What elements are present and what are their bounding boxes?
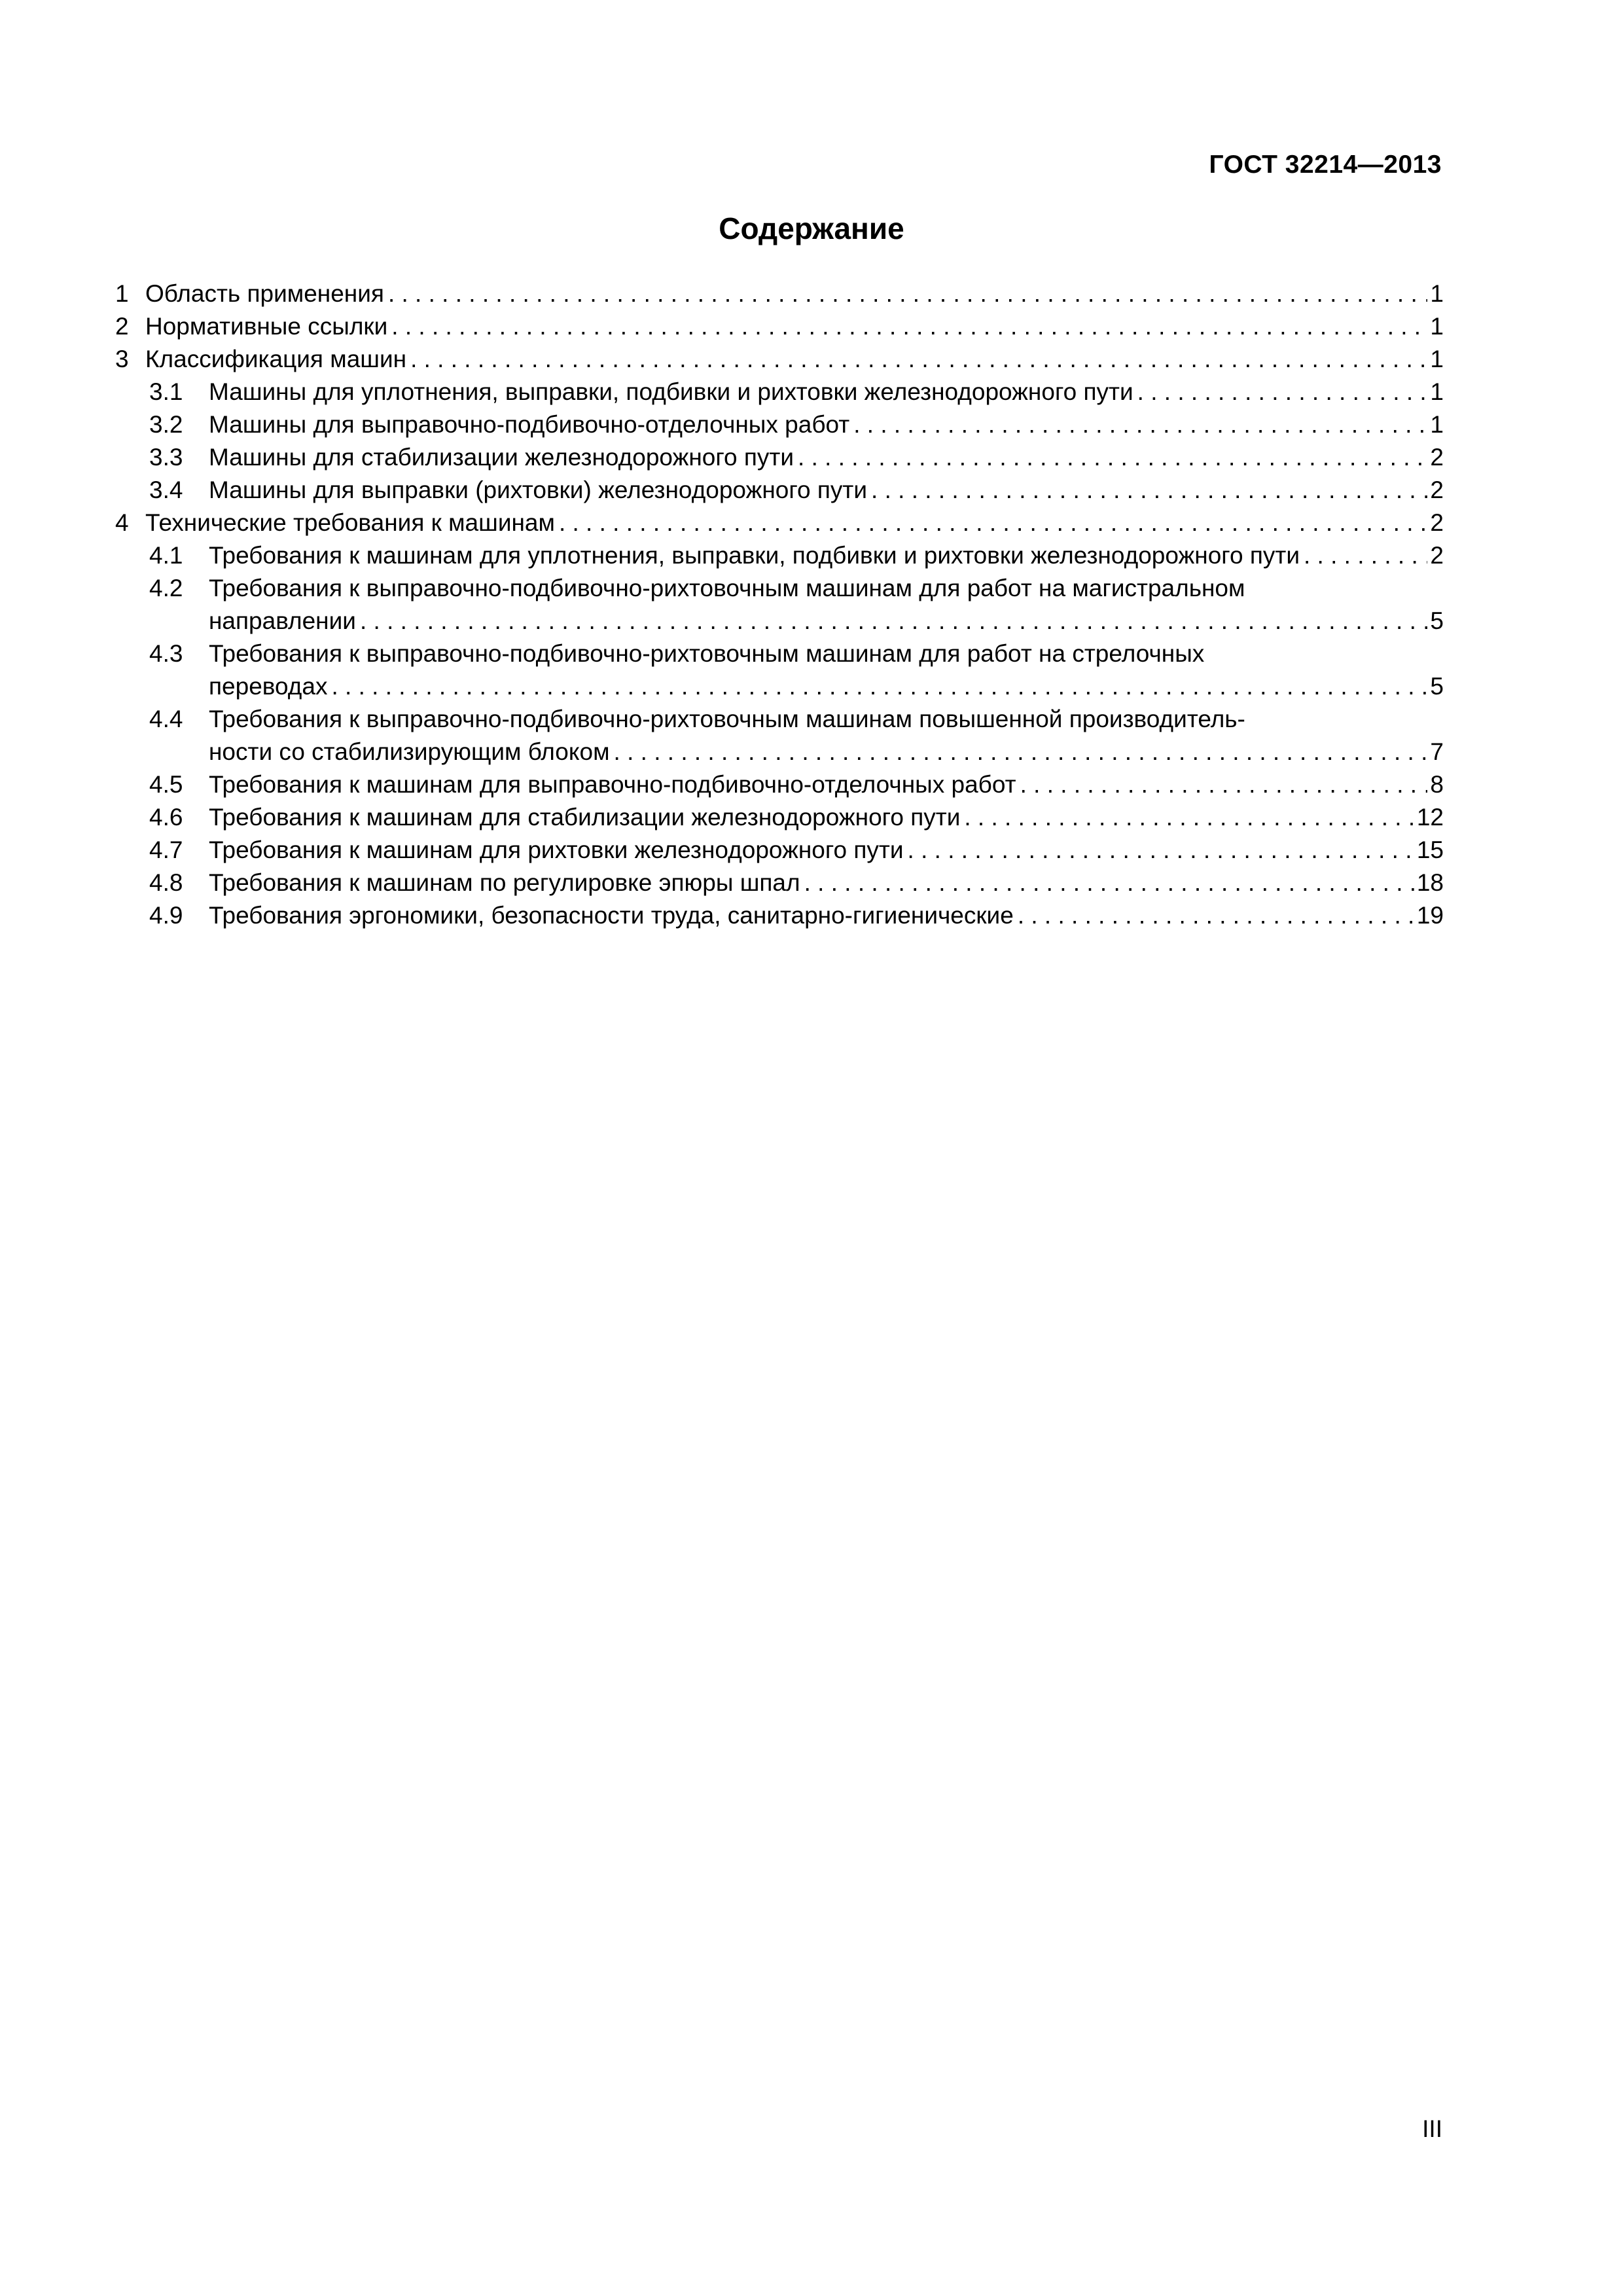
dot-leader bbox=[388, 278, 1427, 310]
toc-entry-number: 3 bbox=[115, 346, 129, 372]
toc-entry-page: 1 bbox=[1430, 280, 1444, 307]
toc-entry-text: переводах bbox=[209, 673, 328, 700]
toc-entry-page: 2 bbox=[1430, 444, 1444, 471]
dot-leader bbox=[853, 408, 1427, 441]
toc-entry-page: 5 bbox=[1430, 673, 1444, 700]
toc-entry-number: 4.7 bbox=[149, 836, 183, 863]
toc-entry[interactable] bbox=[115, 507, 1444, 539]
dot-leader bbox=[1020, 768, 1428, 801]
dot-leader bbox=[331, 670, 1427, 703]
toc-entry-number: 2 bbox=[115, 313, 129, 340]
toc-entry-page: 1 bbox=[1430, 411, 1444, 438]
toc-entry[interactable] bbox=[115, 278, 1444, 310]
toc-entry-number: 3.4 bbox=[149, 476, 183, 503]
toc-entry-text: ности со стабилизирующим блоком bbox=[209, 738, 610, 765]
toc-entry[interactable] bbox=[115, 474, 1444, 507]
toc-entry-number: 4.2 bbox=[149, 575, 183, 601]
toc-entry-text: Нормативные ссылки bbox=[145, 313, 388, 340]
toc-entry-page: 1 bbox=[1430, 313, 1444, 340]
toc-entry[interactable] bbox=[115, 637, 1444, 703]
dot-leader bbox=[964, 801, 1414, 834]
toc-entry-text: Область применения bbox=[145, 280, 384, 307]
toc-entry-page: 8 bbox=[1430, 771, 1444, 798]
dot-leader bbox=[908, 834, 1414, 867]
toc-entry-text: Технические требования к машинам bbox=[145, 509, 555, 536]
toc-entry[interactable] bbox=[115, 572, 1444, 637]
toc-entry-number: 4.1 bbox=[149, 542, 183, 569]
toc-entry[interactable] bbox=[115, 310, 1444, 343]
toc-entry-page: 12 bbox=[1416, 804, 1444, 831]
table-of-contents bbox=[115, 278, 1444, 932]
toc-entry-number: 3.1 bbox=[149, 378, 183, 405]
toc-entry-page: 18 bbox=[1416, 869, 1444, 896]
toc-entry[interactable] bbox=[115, 408, 1444, 441]
document-code: ГОСТ 32214—2013 bbox=[1209, 151, 1442, 179]
toc-entry-number: 4.5 bbox=[149, 771, 183, 798]
toc-entry-text: Требования эргономики, безопасности труда, санитарно-гигиенические bbox=[209, 902, 1014, 929]
toc-entry-page: 15 bbox=[1416, 836, 1444, 863]
toc-entry-number: 3.3 bbox=[149, 444, 183, 471]
toc-entry-text: Машины для стабилизации железнодорожного пути bbox=[209, 444, 794, 471]
toc-entry-text: Требования к выправочно-подбивочно-рихтовочным машинам повышенной производитель- bbox=[209, 706, 1245, 732]
toc-entry-number: 4.8 bbox=[149, 869, 183, 896]
toc-entry[interactable] bbox=[115, 801, 1444, 834]
toc-entry-page: 7 bbox=[1430, 738, 1444, 765]
dot-leader bbox=[871, 474, 1427, 507]
toc-title: Содержание bbox=[719, 211, 904, 245]
dot-leader bbox=[410, 343, 1427, 376]
dot-leader bbox=[1018, 899, 1414, 932]
toc-entry-page: 2 bbox=[1430, 542, 1444, 569]
toc-entry[interactable] bbox=[115, 343, 1444, 376]
page-number: III bbox=[1422, 2115, 1442, 2142]
dot-leader bbox=[804, 867, 1414, 899]
toc-entry-number: 4.3 bbox=[149, 640, 183, 667]
toc-entry[interactable] bbox=[115, 376, 1444, 408]
toc-entry-text: Машины для выправки (рихтовки) железнодорожного пути bbox=[209, 476, 868, 503]
toc-entry-text: Требования к машинам для рихтовки железнодорожного пути bbox=[209, 836, 904, 863]
dot-leader bbox=[1137, 376, 1428, 408]
toc-entry[interactable] bbox=[115, 441, 1444, 474]
toc-entry-text: Машины для уплотнения, выправки, подбивки и рихтовки железнодорожного пути bbox=[209, 378, 1133, 405]
toc-entry-page: 19 bbox=[1416, 902, 1444, 929]
toc-entry[interactable] bbox=[115, 834, 1444, 867]
dot-leader bbox=[360, 605, 1427, 637]
toc-entry-text: Требования к выправочно-подбивочно-рихтовочным машинам для работ на стрелочных bbox=[209, 640, 1205, 667]
toc-entry-number: 4.6 bbox=[149, 804, 183, 831]
toc-entry-text: Требования к машинам для уплотнения, выправки, подбивки и рихтовки железнодорожного пути bbox=[209, 542, 1300, 569]
dot-leader bbox=[1304, 539, 1427, 572]
toc-entry[interactable] bbox=[115, 867, 1444, 899]
toc-entry-number: 4.9 bbox=[149, 902, 183, 929]
toc-entry[interactable] bbox=[115, 703, 1444, 768]
toc-entry-number: 1 bbox=[115, 280, 129, 307]
toc-entry-number: 4.4 bbox=[149, 706, 183, 732]
dot-leader bbox=[391, 310, 1427, 343]
toc-entry[interactable] bbox=[115, 768, 1444, 801]
toc-entry-page: 2 bbox=[1430, 509, 1444, 536]
toc-entry-text: Требования к машинам для выправочно-подбивочно-отделочных работ bbox=[209, 771, 1016, 798]
toc-entry-page: 2 bbox=[1430, 476, 1444, 503]
dot-leader bbox=[559, 507, 1427, 539]
toc-entry[interactable] bbox=[115, 539, 1444, 572]
toc-entry-page: 5 bbox=[1430, 607, 1444, 634]
toc-entry-text: Классификация машин bbox=[145, 346, 407, 372]
toc-entry-text: Машины для выправочно-подбивочно-отделочных работ bbox=[209, 411, 850, 438]
dot-leader bbox=[798, 441, 1427, 474]
toc-entry-number: 4 bbox=[115, 509, 129, 536]
toc-entry-text: направлении bbox=[209, 607, 356, 634]
toc-entry-text: Требования к машинам для стабилизации железнодорожного пути bbox=[209, 804, 961, 831]
toc-entry-page: 1 bbox=[1430, 378, 1444, 405]
toc-entry-text: Требования к выправочно-подбивочно-рихтовочным машинам для работ на магистральном bbox=[209, 575, 1245, 601]
toc-entry-number: 3.2 bbox=[149, 411, 183, 438]
toc-entry-text: Требования к машинам по регулировке эпюры шпал bbox=[209, 869, 800, 896]
toc-entry-page: 1 bbox=[1430, 346, 1444, 372]
dot-leader bbox=[614, 736, 1428, 768]
toc-entry[interactable] bbox=[115, 899, 1444, 932]
